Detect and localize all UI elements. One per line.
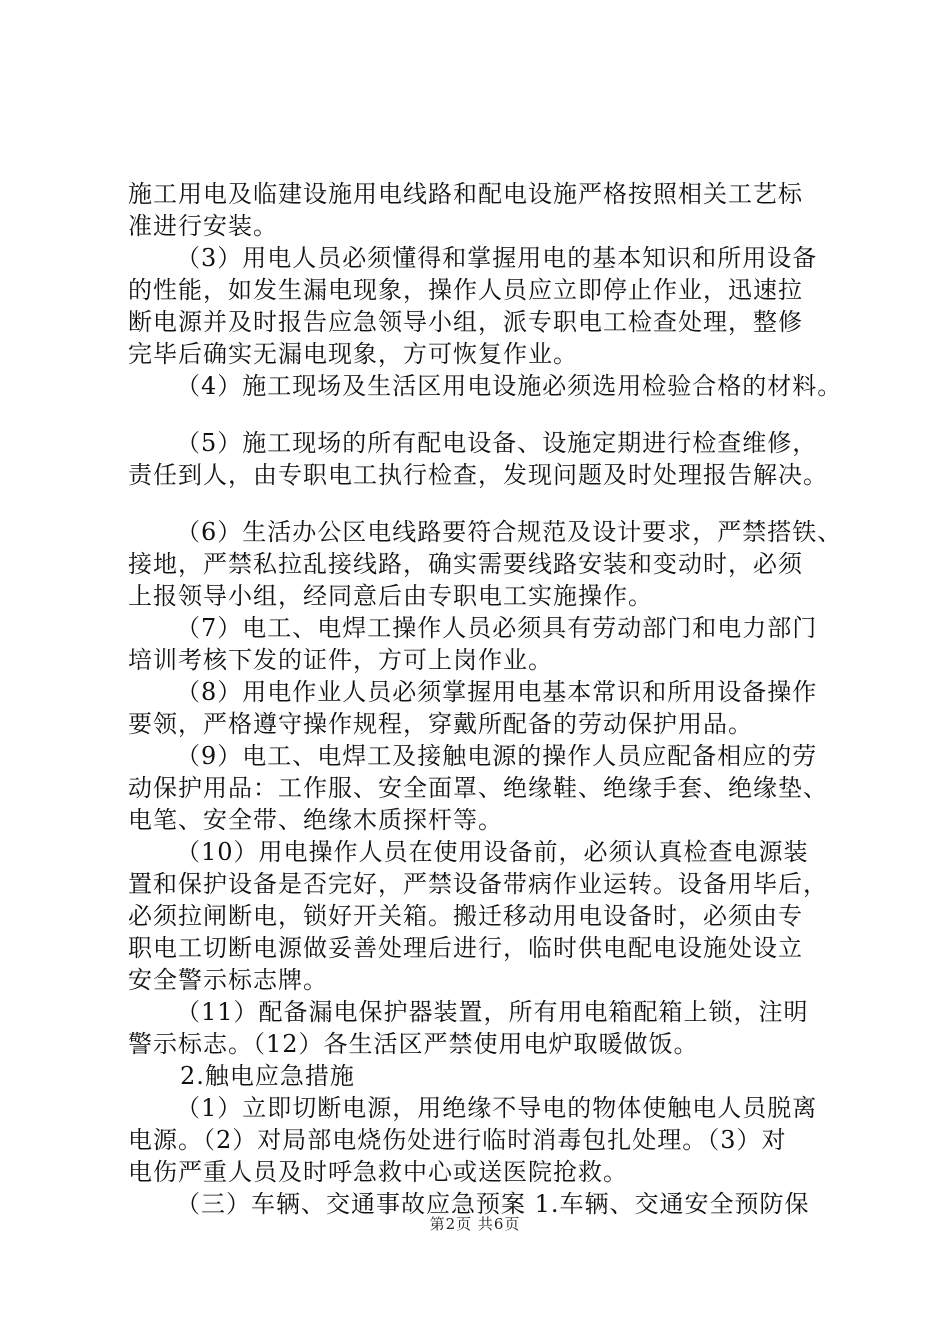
- page-number-footer: 第2页 共6页: [429, 1215, 521, 1233]
- paragraph-line: （6）生活办公区电线路要符合规范及设计要求，严禁搭铁、: [176, 518, 843, 546]
- paragraph-line: 电笔、安全带、绝缘木质探杆等。: [128, 806, 503, 834]
- paragraph-line: 警示标志。（12）各生活区严禁使用电炉取暖做饭。: [128, 1030, 699, 1058]
- paragraph-line: 责任到人，由专职电工执行检查，发现问题及时处理报告解决。: [128, 461, 828, 489]
- paragraph-line: （4）施工现场及生活区用电设施必须选用检验合格的材料。: [176, 372, 843, 400]
- paragraph-line: （三）车辆、交通事故应急预案 1.车辆、交通安全预防保: [176, 1190, 810, 1218]
- paragraph-line: 动保护用品：工作服、安全面罩、绝缘鞋、绝缘手套、绝缘垫、: [128, 774, 828, 802]
- paragraph-line: 电伤严重人员及时呼急救中心或送医院抢救。: [128, 1158, 628, 1186]
- paragraph-line: （3）用电人员必须懂得和掌握用电的基本知识和所用设备: [176, 244, 818, 272]
- paragraph-line: 必须拉闸断电，锁好开关箱。搬迁移动用电设备时，必须由专: [128, 902, 803, 930]
- paragraph-line: 上报领导小组，经同意后由专职电工实施操作。: [128, 582, 653, 610]
- paragraph-line: 完毕后确实无漏电现象，方可恢复作业。: [128, 340, 578, 368]
- paragraph-line: 要领，严格遵守操作规程，穿戴所配备的劳动保护用品。: [128, 710, 753, 738]
- paragraph-line: （11）配备漏电保护器装置，所有用电箱配箱上锁，注明: [176, 998, 809, 1026]
- paragraph-line: （1）立即切断电源，用绝缘不导电的物体使触电人员脱离: [176, 1094, 818, 1122]
- paragraph-line: 培训考核下发的证件，方可上岗作业。: [128, 646, 553, 674]
- paragraph-line: 职电工切断电源做妥善处理后进行，临时供电配电设施处设立: [128, 934, 803, 962]
- section-heading: 2.触电应急措施: [180, 1062, 355, 1090]
- paragraph-line: 断电源并及时报告应急领导小组，派专职电工检查处理，整修: [128, 308, 803, 336]
- paragraph-line: 置和保护设备是否完好，严禁设备带病作业运转。设备用毕后，: [128, 870, 828, 898]
- paragraph-line: 的性能，如发生漏电现象，操作人员应立即停止作业，迅速拉: [128, 276, 803, 304]
- paragraph-line: 施工用电及临建设施用电线路和配电设施严格按照相关工艺标: [128, 180, 803, 208]
- paragraph-line: （5）施工现场的所有配电设备、设施定期进行检查维修，: [176, 429, 818, 457]
- paragraph-line: （9）电工、电焊工及接触电源的操作人员应配备相应的劳: [176, 742, 818, 770]
- paragraph-line: （10）用电操作人员在使用设备前，必须认真检查电源装: [176, 838, 809, 866]
- paragraph-line: 准进行安装。: [128, 212, 278, 240]
- paragraph-line: 接地，严禁私拉乱接线路，确实需要线路安装和变动时，必须: [128, 550, 803, 578]
- paragraph-line: 安全警示标志牌。: [128, 966, 328, 994]
- paragraph-line: 电源。（2）对局部电烧伤处进行临时消毒包扎处理。（3）对: [128, 1126, 787, 1154]
- paragraph-line: （7）电工、电焊工操作人员必须具有劳动部门和电力部门: [176, 614, 818, 642]
- paragraph-line: （8）用电作业人员必须掌握用电基本常识和所用设备操作: [176, 678, 818, 706]
